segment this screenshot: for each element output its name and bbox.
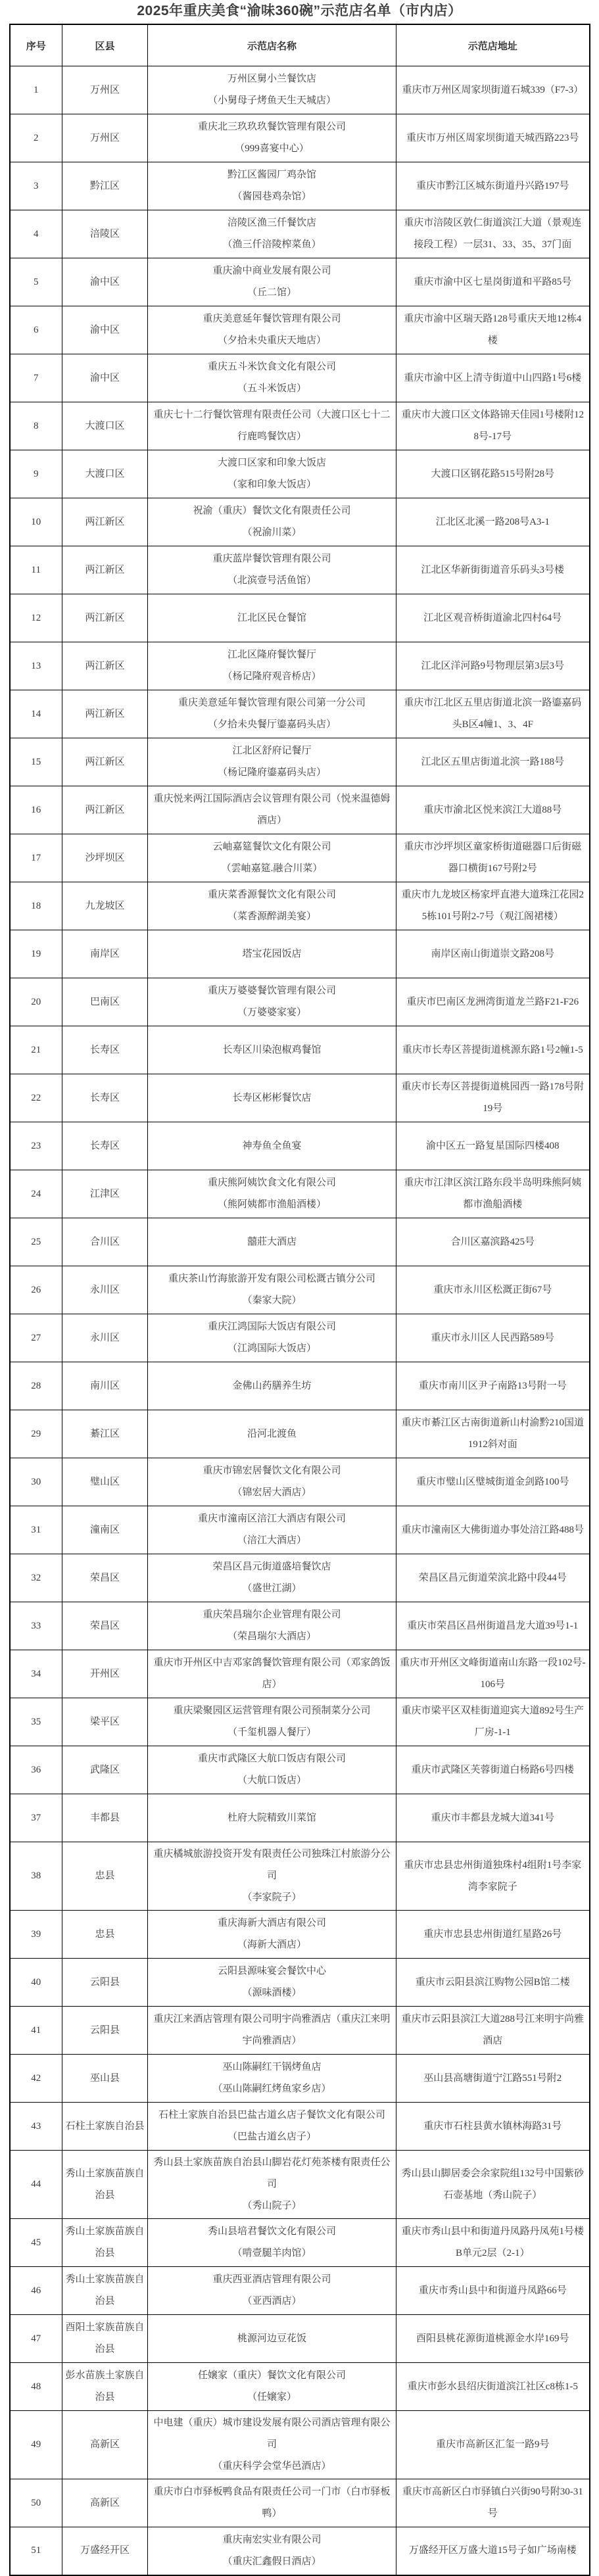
cell-no: 47 (10, 2315, 62, 2363)
cell-no: 37 (10, 1794, 62, 1842)
cell-district: 九龙坡区 (62, 882, 148, 930)
cell-name: 重庆美意延年餐饮管理有限公司第一分公司 （夕拾未央餐厅鎏嘉码头店） (148, 690, 396, 738)
cell-district: 合川区 (62, 1218, 148, 1266)
cell-address: 南岸区南山街道崇文路208号 (396, 930, 590, 978)
table-row (10, 1170, 590, 1218)
cell-no: 6 (10, 306, 62, 354)
cell-no: 23 (10, 1122, 62, 1170)
cell-name: 重庆江鸿国际大饭店有限公司 （江鸿国际大饭店） (148, 1314, 396, 1362)
table-row (10, 1959, 590, 2007)
cell-name: 重庆五斗米饮食文化有限公司 （五斗米饭店） (148, 354, 396, 402)
cell-name: 重庆南宏实业有限公司 （重庆汇鑫假日酒店） (148, 2527, 396, 2575)
header-district: 区县 (62, 24, 148, 66)
cell-name: 石柱土家族自治县巴盐古道幺店子餐饮文化有限公司（巴盐古道幺店子） (148, 2103, 396, 2151)
cell-address: 重庆市大渡口区文体路锦天佳园1号楼附128号-17号 (396, 402, 590, 450)
table-row (10, 594, 590, 642)
page-title: 2025年重庆美食“渝味360碗”示范店名单（市内店） (137, 3, 462, 18)
table-row (10, 450, 590, 498)
cell-district: 渝中区 (62, 258, 148, 306)
cell-name: 重庆菜香源餐饮文化有限公司 （菜香源醉湖美宴） (148, 882, 396, 930)
cell-no: 7 (10, 354, 62, 402)
cell-no: 19 (10, 930, 62, 978)
cell-no: 16 (10, 786, 62, 834)
cell-name: 任嬢家（重庆）餐饮文化有限公司 （任嬢家） (148, 2363, 396, 2411)
cell-district: 沙坪坝区 (62, 834, 148, 882)
cell-district: 璧山区 (62, 1458, 148, 1506)
cell-name: 沿河北渡鱼 (148, 1410, 396, 1458)
cell-district: 巴南区 (62, 978, 148, 1026)
cell-address: 江北区五里店街道北滨一路188号 (396, 738, 590, 786)
cell-name: 中电建（重庆）城市建设发展有限公司酒店管理有限公司 （重庆科学会堂华邑酒店） (148, 2411, 396, 2479)
cell-no: 11 (10, 546, 62, 594)
cell-name: 江北区舒府记餐厅 （杨记隆府鎏嘉码头店） (148, 738, 396, 786)
cell-no: 17 (10, 834, 62, 882)
cell-district: 万盛经开区 (62, 2527, 148, 2575)
cell-address: 重庆市沙坪坝区童家桥街道磁器口后街磁器口横街167号附2号 (396, 834, 590, 882)
cell-address: 重庆市长寿区菩提街道桃园西一路178号附19号 (396, 1074, 590, 1122)
cell-no: 22 (10, 1074, 62, 1122)
cell-no: 45 (10, 2219, 62, 2267)
cell-address: 重庆市潼南区大佛街道办事处涪江路488号 (396, 1506, 590, 1554)
cell-address: 重庆市黔江区城东街道丹兴路197号 (396, 162, 590, 210)
table-row (10, 930, 590, 978)
cell-name: 重庆市潼南区涪江大酒店有限公司 （涪江大酒店） (148, 1506, 396, 1554)
cell-no: 25 (10, 1218, 62, 1266)
cell-no: 9 (10, 450, 62, 498)
header-address: 示范店地址 (396, 24, 590, 66)
cell-name: 重庆梁聚园区运营管理有限公司预制菜分公司 （千玺机器人餐厅） (148, 1698, 396, 1746)
cell-name: 云岫嘉筵餐饮文化有限公司 （雲岫嘉筵.融合川菜） (148, 834, 396, 882)
table-row (10, 1458, 590, 1506)
demo-store-table (9, 24, 590, 2576)
cell-address: 重庆市江北区五里店街道北滨一路鎏嘉码头B区4幢1、3、4F (396, 690, 590, 738)
cell-no: 46 (10, 2267, 62, 2315)
cell-name: 重庆荣昌瑞尔企业管理有限公司 （荣昌瑞尔大酒店） (148, 1602, 396, 1650)
cell-name: 长寿区彬彬餐饮店 (148, 1074, 396, 1122)
cell-address: 重庆市云阳县滨江购物公园B馆二楼 (396, 1959, 590, 2007)
cell-address: 重庆市九龙坡区杨家坪直港大道珠江花园25栋101号附2-7号（观江阁裙楼） (396, 882, 590, 930)
table-row (10, 1362, 590, 1410)
cell-district: 南岸区 (62, 930, 148, 978)
cell-district: 南川区 (62, 1362, 148, 1410)
table-row (10, 210, 590, 258)
cell-address: 江北区北溪一路208号A3-1 (396, 498, 590, 546)
table-row (10, 402, 590, 450)
cell-name: 祝渝（重庆）餐饮文化有限责任公司 （祝渝川菜） (148, 498, 396, 546)
cell-district: 梁平区 (62, 1698, 148, 1746)
cell-name: 金佛山药膳养生坊 (148, 1362, 396, 1410)
cell-district: 忠县 (62, 1911, 148, 1959)
header-name: 示范店名称 (148, 24, 396, 66)
table-row (10, 1074, 590, 1122)
table-row (10, 2055, 590, 2103)
cell-address: 重庆市高新区汇玺一路9号 (396, 2411, 590, 2479)
cell-address: 重庆市万州区周家坝街道石城339（F7-3） (396, 66, 590, 114)
cell-no: 24 (10, 1170, 62, 1218)
cell-no: 13 (10, 642, 62, 690)
cell-name: 重庆渝中商业发展有限公司 （丘二馆） (148, 258, 396, 306)
table-row (10, 306, 590, 354)
cell-no: 1 (10, 66, 62, 114)
cell-address: 重庆市荣昌区昌州街道昌龙大道39号1-1 (396, 1602, 590, 1650)
cell-no: 10 (10, 498, 62, 546)
cell-address: 重庆市长寿区菩提街道桃源东路1号2幢1-5 (396, 1026, 590, 1074)
cell-no: 18 (10, 882, 62, 930)
cell-address: 江北区观音桥街道渝北四村64号 (396, 594, 590, 642)
cell-address: 重庆市忠县忠州街道红星路26号 (396, 1911, 590, 1959)
cell-no: 8 (10, 402, 62, 450)
cell-name: 巫山陈嗣红干锅烤鱼店 （巫山陈嗣红烤鱼家乡店） (148, 2055, 396, 2103)
cell-no: 30 (10, 1458, 62, 1506)
cell-name: 重庆市锦宏居餐饮文化有限公司 （锦宏居大酒店） (148, 1458, 396, 1506)
cell-no: 48 (10, 2363, 62, 2411)
cell-district: 武隆区 (62, 1746, 148, 1794)
cell-district: 石柱土家族自治县 (62, 2103, 148, 2151)
header-no: 序号 (10, 24, 62, 66)
cell-address: 重庆市梁平区双桂街道迎宾大道892号生产厂房-1-1 (396, 1698, 590, 1746)
table-row (10, 2479, 590, 2527)
cell-no: 44 (10, 2151, 62, 2219)
cell-no: 49 (10, 2411, 62, 2479)
cell-name: 重庆西亚酒店管理有限公司 （亚西酒店） (148, 2267, 396, 2315)
cell-address: 巫山县高塘街道宁江路551号附2 (396, 2055, 590, 2103)
cell-name: 万州区舅小兰餐饮店 （小舅母子烤鱼天生天城店） (148, 66, 396, 114)
cell-district: 两江新区 (62, 786, 148, 834)
cell-address: 重庆市丰都县龙城大道341号 (396, 1794, 590, 1842)
cell-address: 重庆市璧山区璧城街道金剑路100号 (396, 1458, 590, 1506)
cell-district: 高新区 (62, 2479, 148, 2527)
cell-name: 重庆市开州区中吉邓家鸽餐饮管理有限公司（邓家鸽饭店） (148, 1650, 396, 1698)
cell-address: 荣昌区昌元街道荣滨北路中段44号 (396, 1554, 590, 1602)
cell-address: 重庆市南川区尹子南路13号附一号 (396, 1362, 590, 1410)
cell-address: 重庆市秀山县中和街道丹凤路丹凤苑1号楼B单元2层（2-1） (396, 2219, 590, 2267)
cell-district: 两江新区 (62, 546, 148, 594)
cell-district: 云阳县 (62, 2007, 148, 2055)
cell-no: 41 (10, 2007, 62, 2055)
cell-no: 38 (10, 1842, 62, 1911)
cell-district: 两江新区 (62, 642, 148, 690)
table-row (10, 1602, 590, 1650)
cell-address: 重庆市万州区周家坝街道天城西路223号 (396, 114, 590, 162)
table-row (10, 162, 590, 210)
cell-address: 重庆市石柱县黄水镇林海路31号 (396, 2103, 590, 2151)
table-row (10, 1026, 590, 1074)
cell-no: 32 (10, 1554, 62, 1602)
table-row (10, 1218, 590, 1266)
cell-district: 万州区 (62, 114, 148, 162)
table-row (10, 1506, 590, 1554)
cell-name: 江北区隆府餐饮餐厅 （杨记隆府观音桥店） (148, 642, 396, 690)
table-row (10, 258, 590, 306)
table-row (10, 66, 590, 114)
cell-no: 43 (10, 2103, 62, 2151)
cell-district: 永川区 (62, 1266, 148, 1314)
cell-district: 渝中区 (62, 306, 148, 354)
table-row (10, 1746, 590, 1794)
table-row (10, 2151, 590, 2219)
table-row (10, 978, 590, 1026)
cell-district: 綦江区 (62, 1410, 148, 1458)
header-row (10, 24, 590, 66)
table-row (10, 1266, 590, 1314)
cell-name: 重庆蓝岸餐饮管理有限公司 （北滨壹号活鱼馆） (148, 546, 396, 594)
cell-district: 两江新区 (62, 594, 148, 642)
table-row (10, 1410, 590, 1458)
cell-district: 江津区 (62, 1170, 148, 1218)
cell-name: 桃源河边豆花饭 (148, 2315, 396, 2363)
table-row (10, 2527, 590, 2575)
cell-name: 大渡口区家和印象大饭店 （家和印象大饭店） (148, 450, 396, 498)
cell-district: 荣昌区 (62, 1602, 148, 1650)
cell-name: 塔宝花园饭店 (148, 930, 396, 978)
cell-address: 重庆市武隆区芙蓉街道白杨路6号四楼 (396, 1746, 590, 1794)
cell-no: 34 (10, 1650, 62, 1698)
cell-no: 27 (10, 1314, 62, 1362)
table-row (10, 498, 590, 546)
table-row (10, 1122, 590, 1170)
cell-name: 重庆北三玖玖玖餐饮管理有限公司 （999喜宴中心） (148, 114, 396, 162)
cell-name: 秀山县培君餐饮文化有限公司 （啃壹腿羊肉馆） (148, 2219, 396, 2267)
cell-district: 长寿区 (62, 1122, 148, 1170)
cell-address: 重庆市秀山县中和街道丹凤路66号 (396, 2267, 590, 2315)
cell-district: 高新区 (62, 2411, 148, 2479)
cell-name: 重庆万婆婆餐饮管理有限公司 （万婆婆家宴） (148, 978, 396, 1026)
table-row (10, 1314, 590, 1362)
table-row (10, 354, 590, 402)
cell-district: 大渡口区 (62, 450, 148, 498)
cell-district: 长寿区 (62, 1074, 148, 1122)
cell-address: 重庆市渝中区七星岗街道和平路85号 (396, 258, 590, 306)
table-body (10, 66, 590, 2575)
cell-name: 重庆美意延年餐饮管理有限公司 （夕拾未央重庆天地店） (148, 306, 396, 354)
cell-district: 秀山土家族苗族自治县 (62, 2267, 148, 2315)
cell-name: 荣昌区昌元街道盛培餐饮店 （盛世江湖） (148, 1554, 396, 1602)
table-row (10, 2315, 590, 2363)
cell-address: 重庆市綦江区古南街道新山村渝黔210国道1912斜对面 (396, 1410, 590, 1458)
cell-district: 开州区 (62, 1650, 148, 1698)
table-row (10, 738, 590, 786)
cell-no: 14 (10, 690, 62, 738)
table-row (10, 882, 590, 930)
cell-district: 巫山县 (62, 2055, 148, 2103)
table-row (10, 1554, 590, 1602)
cell-district: 渝中区 (62, 354, 148, 402)
cell-name: 黔江区酱园厂鸡杂馆 （酱园巷鸡杂馆） (148, 162, 396, 210)
cell-name: 重庆茶山竹海旅游开发有限公司松溉古镇分公司 （秦家大院） (148, 1266, 396, 1314)
cell-name: 杜府大院精致川菜馆 (148, 1794, 396, 1842)
cell-name: 神寿鱼全鱼宴 (148, 1122, 396, 1170)
cell-district: 两江新区 (62, 690, 148, 738)
cell-address: 重庆市涪陵区敦仁街道滨江大道（景观连接段工程）一层31、33、35、37门面 (396, 210, 590, 258)
cell-name: 重庆悦来两江国际酒店会议管理有限公司（悦来温德姆酒店） (148, 786, 396, 834)
cell-name: 涪陵区渔三仟餐饮店 （渔三仟涪陵榨菜鱼） (148, 210, 396, 258)
cell-no: 51 (10, 2527, 62, 2575)
table-row (10, 2219, 590, 2267)
table-row (10, 2363, 590, 2411)
cell-no: 5 (10, 258, 62, 306)
cell-no: 4 (10, 210, 62, 258)
table-row (10, 2103, 590, 2151)
table-row (10, 1794, 590, 1842)
cell-no: 29 (10, 1410, 62, 1458)
cell-no: 28 (10, 1362, 62, 1410)
cell-address: 江北区洋河路9号物理层第3层3号 (396, 642, 590, 690)
cell-name: 重庆市武隆区大航口饭店有限公司 （大航口饭店） (148, 1746, 396, 1794)
table-row (10, 1842, 590, 1911)
cell-no: 15 (10, 738, 62, 786)
cell-district: 秀山土家族苗族自治县 (62, 2151, 148, 2219)
cell-district: 长寿区 (62, 1026, 148, 1074)
table-row (10, 2411, 590, 2479)
cell-address: 重庆市渝北区悦来滨江大道88号 (396, 786, 590, 834)
cell-address: 大渡口区钢花路515号附28号 (396, 450, 590, 498)
cell-name: 囍莊大酒店 (148, 1218, 396, 1266)
cell-address: 秀山县山脚居委会余家院组132号中国紫砂石壶基地（秀山院子） (396, 2151, 590, 2219)
table-row (10, 546, 590, 594)
cell-address: 渝中区五一路复星国际四楼408 (396, 1122, 590, 1170)
cell-name: 江北区民仓餐馆 (148, 594, 396, 642)
cell-name: 重庆海新大酒店有限公司 （海新大酒店） (148, 1911, 396, 1959)
table-row (10, 1698, 590, 1746)
cell-address: 重庆市永川区松溉正街67号 (396, 1266, 590, 1314)
cell-address: 重庆市渝中区瑞天路128号重庆天地12栋4楼 (396, 306, 590, 354)
cell-address: 重庆市永川区人民西路589号 (396, 1314, 590, 1362)
table-row (10, 834, 590, 882)
cell-name: 云阳县源味宴会餐饮中心 （源味酒楼） (148, 1959, 396, 2007)
cell-name: 重庆橘城旅游投资开发有限责任公司独珠江村旅游分公司 （李家院子） (148, 1842, 396, 1911)
table-row (10, 1911, 590, 1959)
cell-district: 荣昌区 (62, 1554, 148, 1602)
cell-name: 重庆七十二行餐饮管理有限责任公司（大渡口区七十二行鹿鸣餐饮店） (148, 402, 396, 450)
cell-no: 12 (10, 594, 62, 642)
cell-no: 40 (10, 1959, 62, 2007)
cell-district: 两江新区 (62, 498, 148, 546)
cell-district: 大渡口区 (62, 402, 148, 450)
cell-address: 重庆市渝中区上清寺街道中山四路1号6楼 (396, 354, 590, 402)
cell-no: 39 (10, 1911, 62, 1959)
table-row (10, 786, 590, 834)
cell-no: 35 (10, 1698, 62, 1746)
cell-no: 50 (10, 2479, 62, 2527)
cell-name: 重庆江来酒店管理有限公司明宇尚雅酒店（重庆江来明宇尚雅酒店） (148, 2007, 396, 2055)
cell-district: 万州区 (62, 66, 148, 114)
cell-address: 重庆市江津区滨江路东段半岛明珠熊阿姨都市渔船酒楼 (396, 1170, 590, 1218)
cell-address: 合川区嘉滨路425号 (396, 1218, 590, 1266)
cell-address: 酉阳县桃花源街道桃源金水岸169号 (396, 2315, 590, 2363)
cell-address: 重庆市忠县忠州街道独珠村4组附1号李家湾李家院子 (396, 1842, 590, 1911)
cell-no: 33 (10, 1602, 62, 1650)
cell-district: 潼南区 (62, 1506, 148, 1554)
cell-no: 42 (10, 2055, 62, 2103)
table-header (10, 24, 590, 66)
cell-address: 万盛经开区万盛大道15号子如广场南楼 (396, 2527, 590, 2575)
table-row (10, 690, 590, 738)
cell-district: 秀山土家族苗族自治县 (62, 2219, 148, 2267)
cell-address: 重庆市彭水县绍庆街道滨江社区c8栋1-5 (396, 2363, 590, 2411)
cell-district: 忠县 (62, 1842, 148, 1911)
cell-address: 重庆市巴南区龙洲湾街道龙兰路F21-F26 (396, 978, 590, 1026)
cell-address: 重庆市开州区文峰街道南山东路一段102号-106号 (396, 1650, 590, 1698)
cell-name: 长寿区川染泡椒鸡餐馆 (148, 1026, 396, 1074)
cell-no: 2 (10, 114, 62, 162)
table-row (10, 642, 590, 690)
cell-district: 彭水苗族土家族自治县 (62, 2363, 148, 2411)
cell-no: 21 (10, 1026, 62, 1074)
cell-district: 两江新区 (62, 738, 148, 786)
cell-no: 31 (10, 1506, 62, 1554)
cell-district: 酉阳土家族苗族自治县 (62, 2315, 148, 2363)
cell-district: 涪陵区 (62, 210, 148, 258)
table-row (10, 114, 590, 162)
table-row (10, 2007, 590, 2055)
table-row (10, 1650, 590, 1698)
table-row (10, 2267, 590, 2315)
cell-district: 永川区 (62, 1314, 148, 1362)
cell-name: 秀山县土家族苗族自治县山脚岩花灯苑茶楼有限责任公司 （秀山院子） (148, 2151, 396, 2219)
cell-district: 丰都县 (62, 1794, 148, 1842)
cell-no: 36 (10, 1746, 62, 1794)
cell-no: 20 (10, 978, 62, 1026)
cell-name: 重庆市白市驿板鸭食品有限责任公司一门市（白市驿板鸭） (148, 2479, 396, 2527)
cell-district: 黔江区 (62, 162, 148, 210)
cell-address: 重庆市云阳县滨江大道288号江来明宇尚雅酒店 (396, 2007, 590, 2055)
cell-address: 江北区华新街街道音乐码头3号楼 (396, 546, 590, 594)
cell-address: 重庆市高新区白市驿镇白兴街90号附30-31号 (396, 2479, 590, 2527)
cell-name: 重庆熊阿姨饮食文化有限公司 （熊阿姨都市渔船酒楼） (148, 1170, 396, 1218)
cell-district: 云阳县 (62, 1959, 148, 2007)
cell-no: 3 (10, 162, 62, 210)
cell-no: 26 (10, 1266, 62, 1314)
